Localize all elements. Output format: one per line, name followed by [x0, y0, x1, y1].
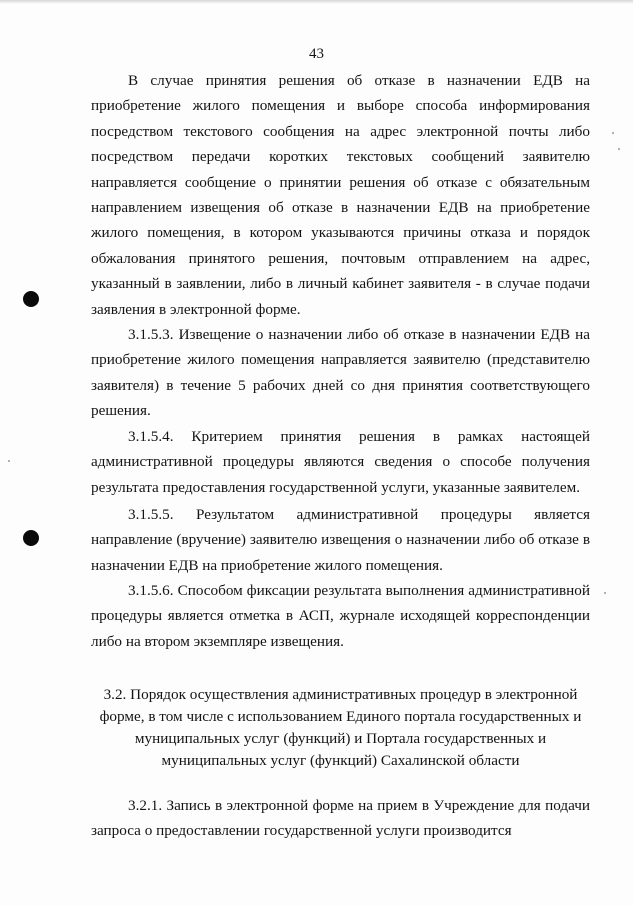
- punch-hole-lower: [23, 530, 39, 546]
- paragraph-3-1-5-5: 3.1.5.5. Результатом административной процедуры является направление (вручение) заявителю извещения о назначении либо об отказе в назначении ЕДВ на приобретение жилого помещения.: [91, 506, 590, 574]
- scan-speck: [612, 132, 614, 134]
- paragraph-3-1-5-3: 3.1.5.3. Извещение о назначении либо об отказе в назначении ЕДВ на приобретение жилого помещения направляется заявителю (представителю заявителя) в течение 5 рабочих дней со дня принятия соответствующего решения.: [91, 326, 590, 420]
- paragraph-3-1-5-6: 3.1.5.6. Способом фиксации результата выполнения административной процедуры является отметка в АСП, журнале исходящей корреспонденции либо на втором экземпляре извещения.: [91, 582, 590, 650]
- scan-speck: [8, 460, 10, 462]
- punch-hole-upper: [23, 291, 39, 307]
- scan-speck: [618, 148, 620, 150]
- paragraph-refusal-notice: В случае принятия решения об отказе в назначении ЕДВ на приобретение жилого помещения и выборе способа информирования посредством текстового сообщения на адрес электронной почты либо посредством передачи коротких текстовых сообщений заявителю направляется сообщение о принятии решения об отказе с обязательным направлением извещения об отказе в назначении ЕДВ на приобретение жилого помещения, в котором указываются причины отказа и порядок обжалования принятого решения, почтовым отправлением на адрес, указанный в заявлении, либо в личный кабинет заявителя - в случае подачи заявления в электронной форме.: [91, 72, 590, 318]
- scan-speck: [604, 592, 606, 594]
- paragraph-3-2-1: 3.2.1. Запись в электронной форме на прием в Учреждение для подачи запроса о предоставлении государственной услуги производится: [91, 797, 590, 840]
- page-number: 43: [309, 46, 324, 62]
- scan-edge-shadow: [0, 0, 633, 4]
- section-heading-3-2: 3.2. Порядок осуществления административных процедур в электронной форме, в том числе с использованием Единого портала государственных и муниципальных услуг (функций) и Портала государственных и муниципальных услуг (функций) Сахалинской области: [99, 686, 582, 769]
- paragraph-3-1-5-4: 3.1.5.4. Критерием принятия решения в рамках настоящей административной процедуры являются сведения о способе получения результата предоставления государственной услуги, указанные заявителем.: [91, 428, 590, 496]
